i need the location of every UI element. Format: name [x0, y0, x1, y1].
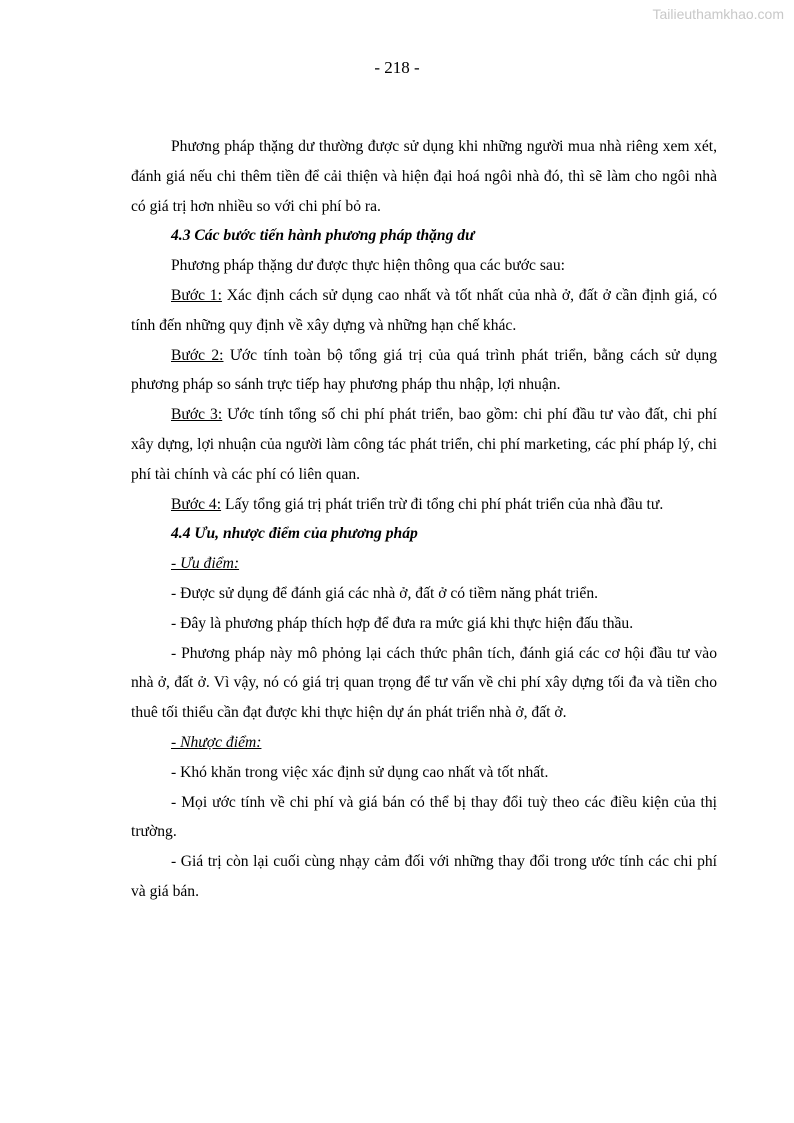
step-4-text: Lấy tổng giá trị phát triển trừ đi tổng chi phí phát triển của nhà đầu tư. — [221, 495, 664, 513]
step-3-text: Ước tính tổng số chi phí phát triển, bao gồm: chi phí đầu tư vào đất, chi phí xây dựng, lợi nhuận của người làm công tác phát triển, chi phí marketing, các phí pháp lý, chi phí tài chính và các phí có liên quan. — [131, 406, 717, 483]
step-1-text: Xác định cách sử dụng cao nhất và tốt nhất của nhà ở, đất ở cần định giá, có tính đến những quy định về xây dựng và những hạn chế khác. — [131, 286, 717, 334]
step-2 — [131, 341, 717, 401]
step-1-label: Bước 1: — [171, 286, 222, 304]
paragraph-steps-intro: Phương pháp thặng dư được thực hiện thông qua các bước sau: — [171, 257, 565, 275]
advantage-item: - Đây là phương pháp thích hợp để đưa ra mức giá khi thực hiện đấu thầu. — [171, 614, 634, 632]
heading-4-3: 4.3 Các bước tiến hành phương pháp thặng dư — [171, 227, 475, 245]
advantage-item: - Được sử dụng để đánh giá các nhà ở, đất ở có tiềm năng phát triển. — [171, 584, 599, 602]
watermark: Tailieuthamkhao.com — [652, 6, 784, 22]
heading-4-4: 4.4 Ưu, nhược điểm của phương pháp — [171, 525, 418, 543]
paragraph-intro: Phương pháp thặng dư thường được sử dụng khi những người mua nhà riêng xem xét, đánh giá nếu chi thêm tiền để cải thiện và hiện đại hoá ngôi nhà đó, thì sẽ làm cho ngôi nhà có giá trị hơn nhiều so với chi phí bỏ ra. — [131, 138, 717, 215]
advantage-item: - Phương pháp này mô phỏng lại cách thức phân tích, đánh giá các cơ hội đầu tư vào nhà ở, đất ở. Vì vậy, nó có giá trị quan trọng để tư vấn về chi phí xây dựng tối đa và tiền cho thuê tối thiểu cần đạt được khi thực hiện dự án phát triển nhà ở, đất ở. — [131, 644, 717, 722]
disadvantage-item: - Khó khăn trong việc xác định sử dụng cao nhất và tốt nhất. — [171, 763, 549, 781]
disadvantages-heading — [131, 728, 717, 758]
step-4-label: Bước 4: — [171, 495, 222, 513]
disadvantage-item: - Mọi ước tính về chi phí và giá bán có thể bị thay đổi tuỳ theo các điều kiện của thị trường. — [131, 793, 717, 841]
disadvantage-item: - Giá trị còn lại cuối cùng nhạy cảm đối với những thay đổi trong ước tính các chi phí và giá bán. — [131, 853, 717, 900]
step-2-text: Ước tính toàn bộ tổng giá trị của quá trình phát triển, bằng cách sử dụng phương pháp so sánh trực tiếp hay phương pháp thu nhập, lợi nhuận. — [131, 346, 717, 394]
advantages-heading — [131, 549, 717, 579]
step-3-label: Bước 3: — [171, 406, 223, 424]
step-1 — [131, 281, 717, 341]
step-3 — [131, 400, 717, 489]
advantages-label: - Ưu điểm: — [171, 555, 240, 573]
step-4 — [131, 490, 717, 520]
page-number: - 218 - — [374, 58, 420, 77]
document-body — [131, 132, 717, 907]
step-2-label: Bước 2: — [171, 346, 224, 364]
disadvantages-label: - Nhược điểm: — [171, 733, 262, 751]
